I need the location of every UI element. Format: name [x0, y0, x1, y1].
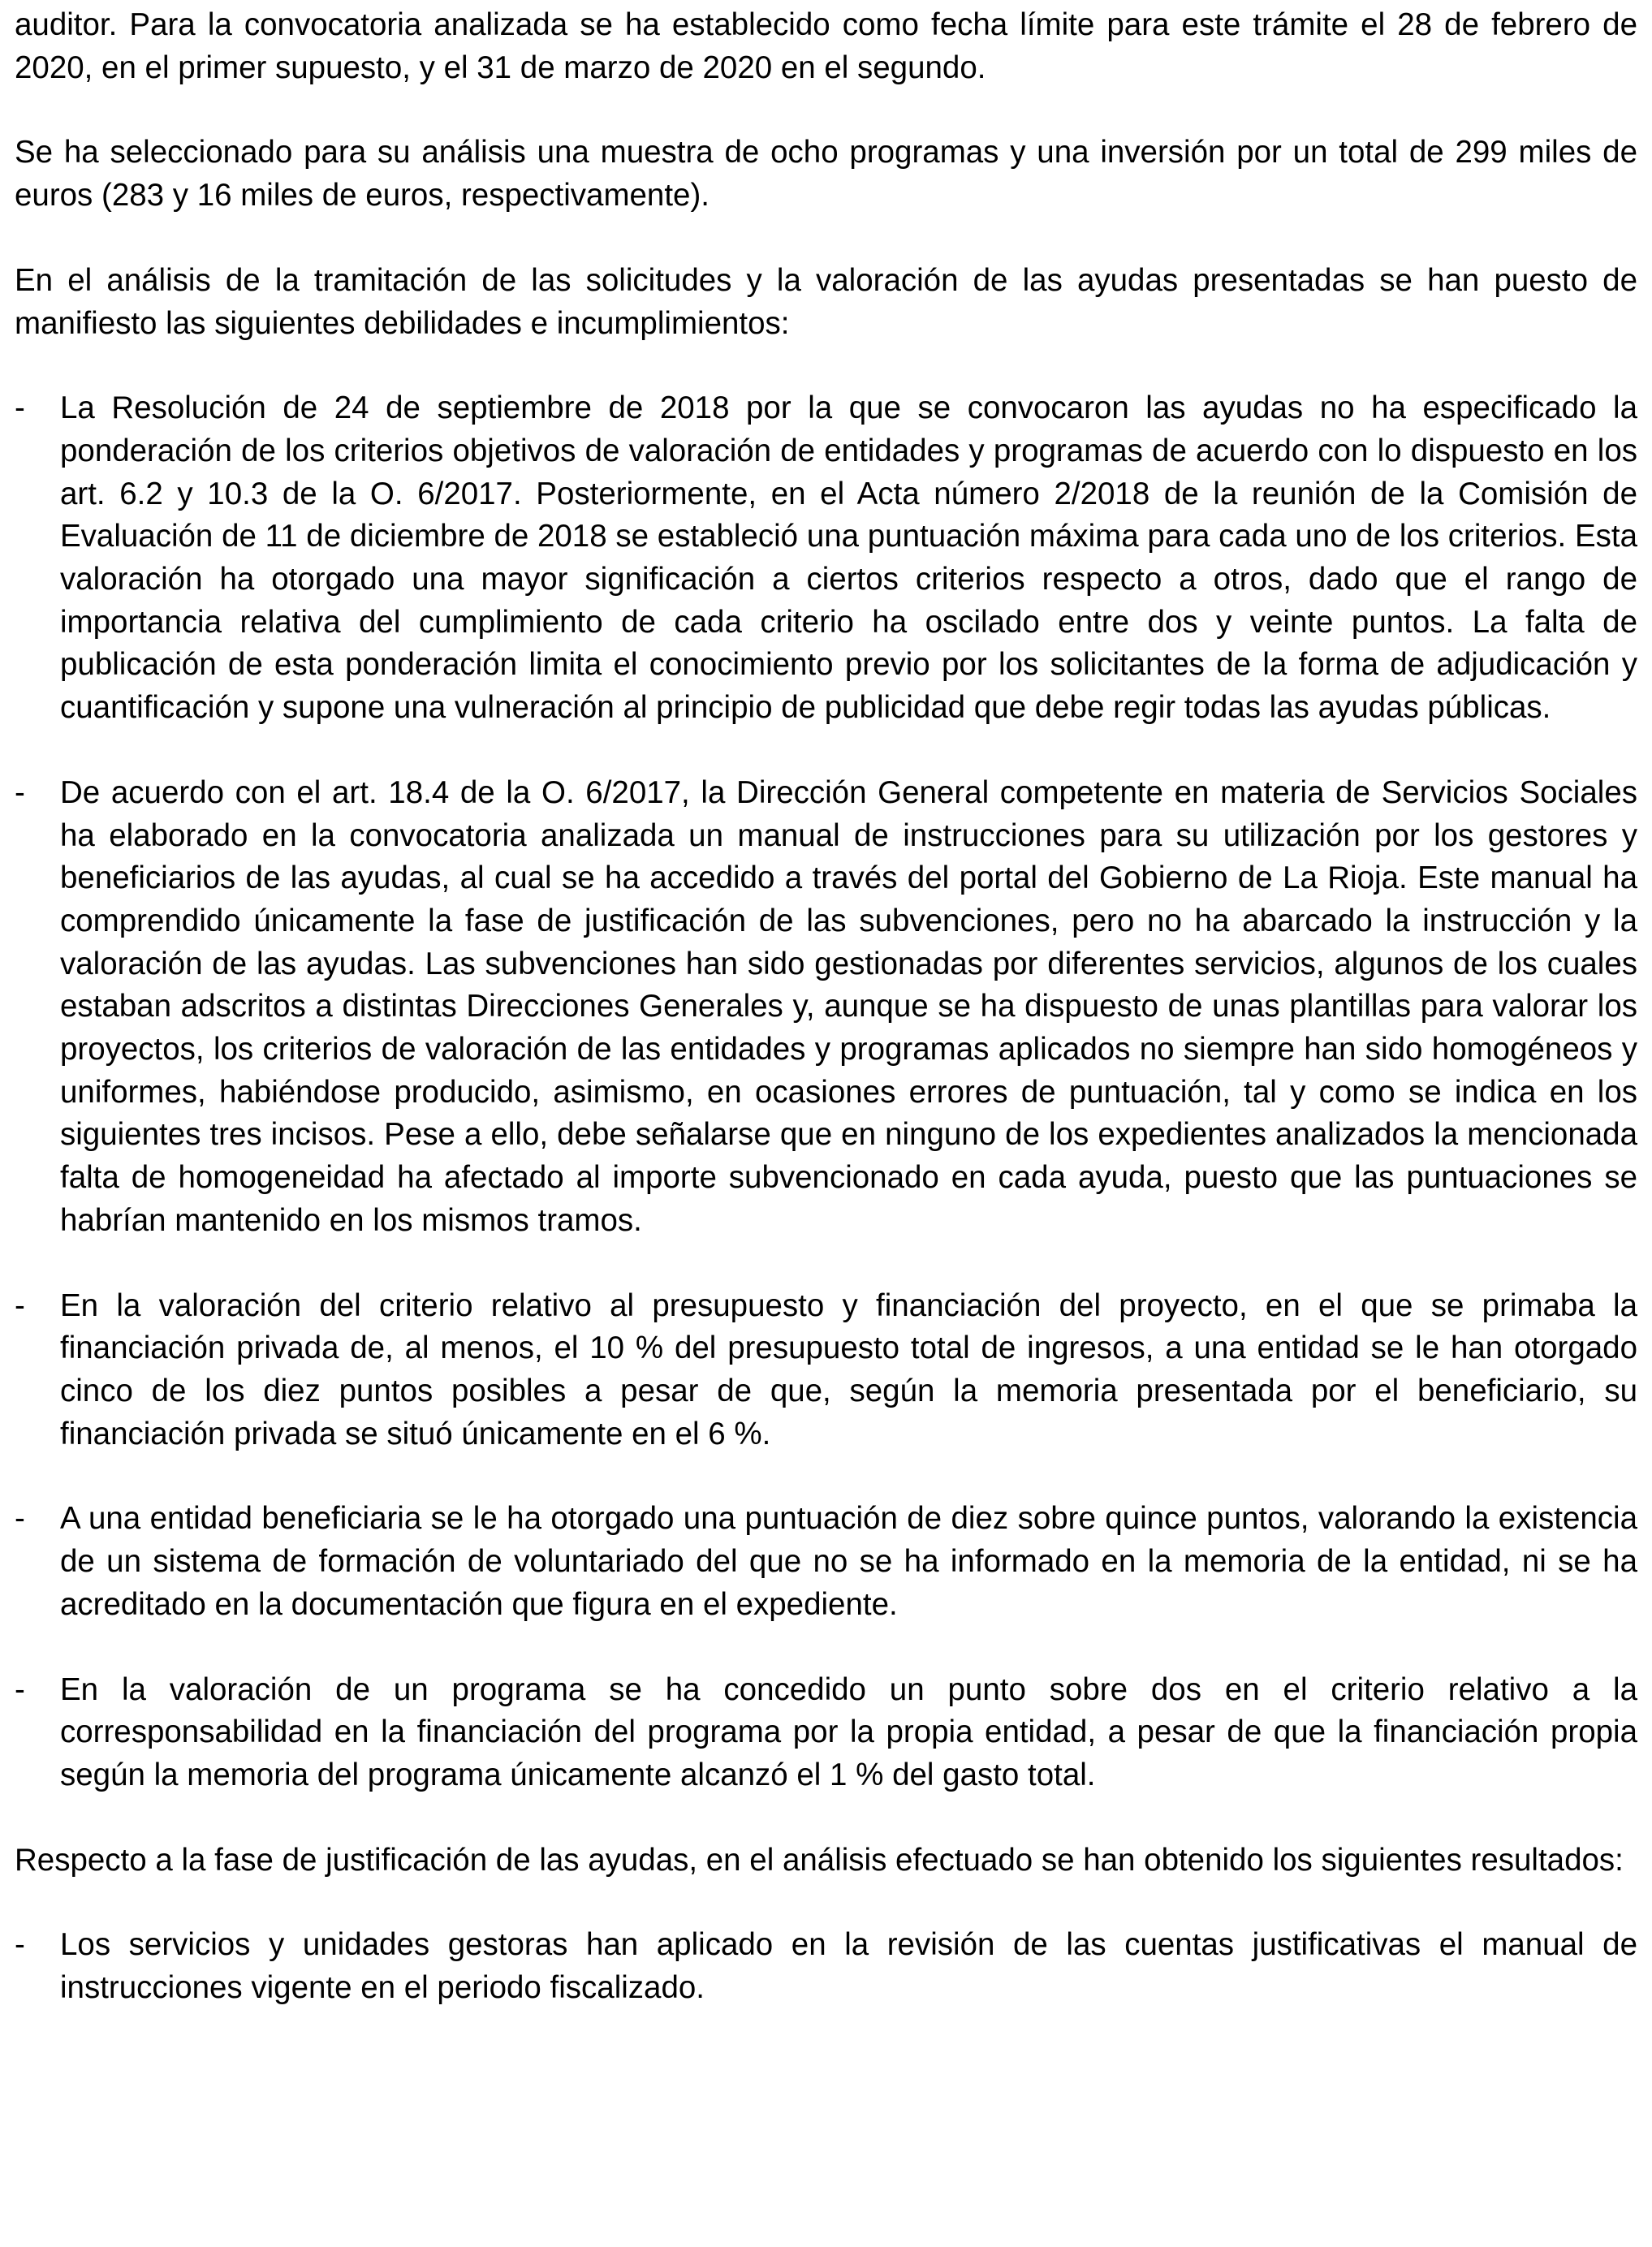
list-item-debilidad-3: [15, 1285, 1637, 1456]
list-item-debilidad-1: [15, 387, 1637, 730]
list-item-resultado-1: [15, 1924, 1637, 2009]
list-item-debilidad-2: [15, 772, 1637, 1243]
list-item-debilidad-5: [15, 1669, 1637, 1797]
bullet-dash: -: [15, 1287, 25, 1323]
bullet-dash: -: [15, 774, 25, 810]
bullet-dash: -: [15, 1501, 25, 1537]
document-page: [15, 0, 1637, 2010]
bullet-dash: -: [15, 390, 25, 426]
list-item-text: En la valoración de un programa se ha concedido un punto sobre dos en el criterio relativo a la corresponsabilidad en la financiación del programa por la propia entidad, a pesar de que la financiación propia según la memoria del programa únicamente alcanzó el 1 % del gasto total.: [60, 1671, 1637, 1792]
list-item-text: De acuerdo con el art. 18.4 de la O. 6/2017, la Dirección General competente en materia de Servicios Sociales ha elaborado en la convocatoria analizada un manual de instrucciones para su utilización por los gestores y beneficiarios de las ayudas, al cual se ha accedido a través del portal del Gobierno de La Rioja. Este manual ha comprendido únicamente la fase de justificación de las subvenciones, pero no ha abarcado la instrucción y la valoración de las ayudas. Las subvenciones han sido gestionadas por diferentes servicios, algunos de los cuales estaban adscritos a distintas Direcciones Generales y, aunque se ha dispuesto de unas plantillas para valorar los proyectos, los criterios de valoración de las entidades y programas aplicados no siempre han sido homogéneos y uniformes, habiéndose producido, asimismo, en ocasiones errores de puntuación, tal y como se indica en los siguientes tres incisos. Pese a ello, debe señalarse que en ninguno de los expedientes analizados la mencionada falta de homogeneidad ha afectado al importe subvencionado en cada ayuda, puesto que las puntuaciones se habrían mantenido en los mismos tramos.: [60, 774, 1637, 1238]
list-item-text: La Resolución de 24 de septiembre de 2018 por la que se convocaron las ayudas no ha especificado la ponderación de los criterios objetivos de valoración de entidades y programas de acuerdo con lo dispuesto en los art. 6.2 y 10.3 de la O. 6/2017. Posteriormente, en el Acta número 2/2018 de la reunión de la Comisión de Evaluación de 11 de diciembre de 2018 se estableció una puntuación máxima para cada uno de los criterios. Esta valoración ha otorgado una mayor significación a ciertos criterios respecto a otros, dado que el rango de importancia relativa del cumplimiento de cada criterio ha oscilado entre dos y veinte puntos. La falta de publicación de esta ponderación limita el conocimiento previo por los solicitantes de la forma de adjudicación y cuantificación y supone una vulneración al principio de publicidad que debe regir todas las ayudas públicas.: [60, 390, 1637, 726]
list-item-text: En la valoración del criterio relativo al presupuesto y financiación del proyecto, en el que se primaba la financiación privada de, al menos, el 10 % del presupuesto total de ingresos, a una entidad se le han otorgado cinco de los diez puntos posibles a pesar de que, según la memoria presentada por el beneficiario, su financiación privada se situó únicamente en el 6 %.: [60, 1287, 1637, 1451]
paragraph-muestra: Se ha seleccionado para su análisis una muestra de ocho programas y una inversión por un total de 299 miles de euros (283 y 16 miles de euros, respectivamente).: [15, 135, 1637, 213]
paragraph-intro-resultados: Respecto a la fase de justificación de las ayudas, en el análisis efectuado se han obtenido los siguientes resultados:: [15, 1842, 1624, 1878]
paragraph-fechas-limite: auditor. Para la convocatoria analizada se ha establecido como fecha límite para este trámite el 28 de febrero de 2020, en el primer supuesto, y el 31 de marzo de 2020 en el segundo.: [15, 7, 1637, 85]
list-item-text: Los servicios y unidades gestoras han aplicado en la revisión de las cuentas justificativas el manual de instrucciones vigente en el periodo fiscalizado.: [60, 1927, 1637, 2006]
paragraph-intro-debilidades: En el análisis de la tramitación de las solicitudes y la valoración de las ayudas presentadas se han puesto de manifiesto las siguientes debilidades e incumplimientos:: [15, 262, 1637, 341]
list-item-debilidad-4: [15, 1498, 1637, 1626]
bullet-dash: -: [15, 1671, 25, 1707]
bullet-dash: -: [15, 1927, 25, 1963]
list-item-text: A una entidad beneficiaria se le ha otorgado una puntuación de diez sobre quince puntos, valorando la existencia de un sistema de formación de voluntariado del que no se ha informado en la memoria de la entidad, ni se ha acreditado en la documentación que figura en el expediente.: [60, 1501, 1637, 1622]
